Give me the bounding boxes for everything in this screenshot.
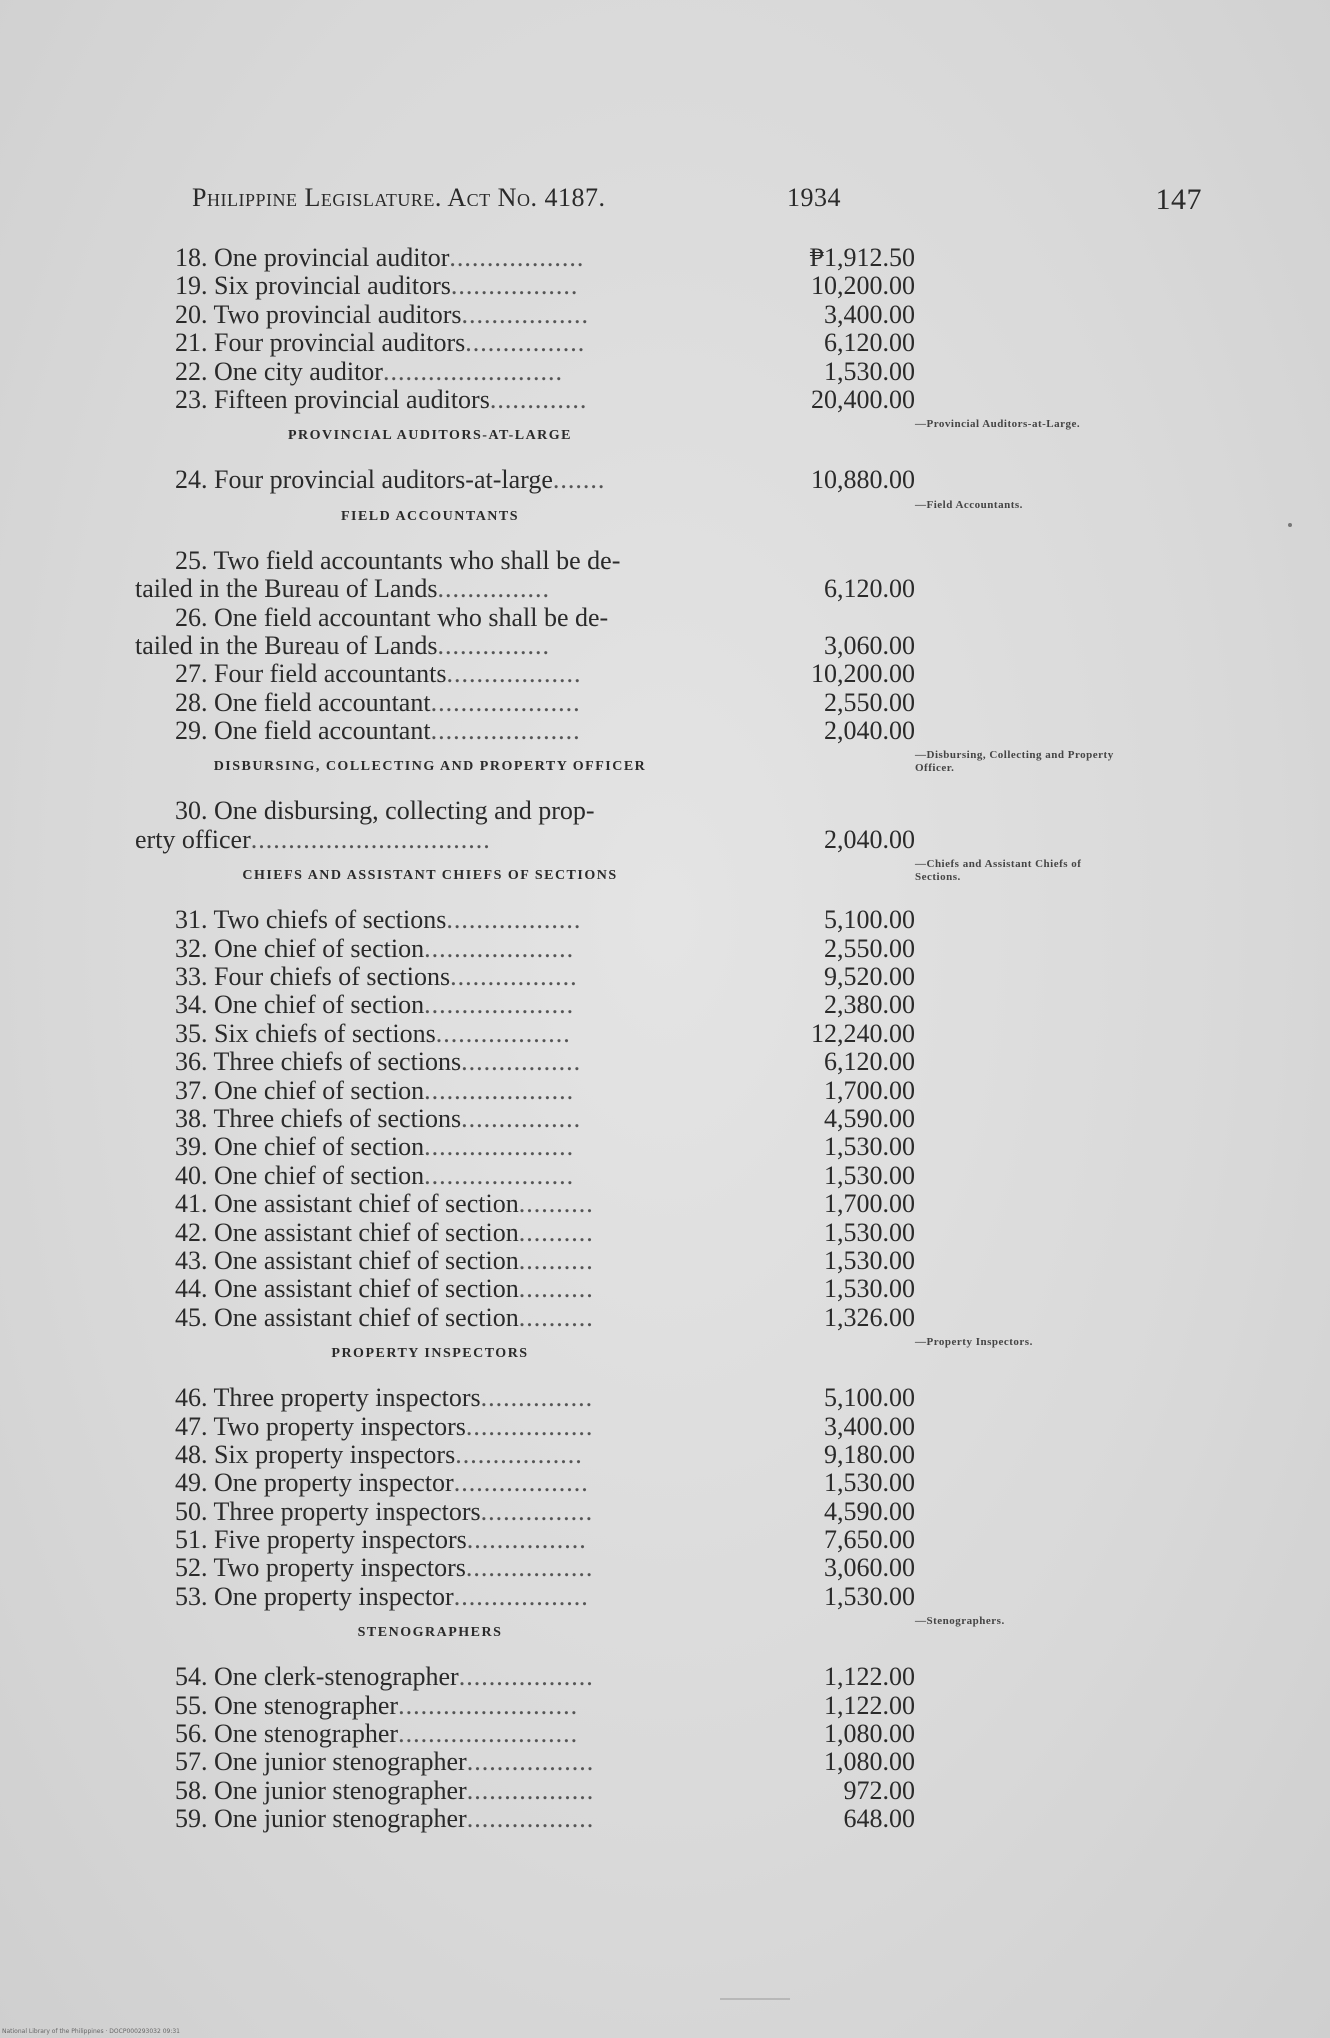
leader-dots: ................. (466, 1747, 595, 1777)
scan-speck (1288, 523, 1292, 527)
leader-dots: ....... (552, 465, 606, 495)
leader-dots: ................................ (250, 824, 491, 854)
item-amount: 6,120.00 (824, 574, 915, 604)
item-amount: 9,180.00 (824, 1439, 915, 1469)
line-item (135, 1162, 915, 1190)
item-label: 57. One junior stenographer................. (175, 1747, 595, 1777)
leader-dots: ................. (466, 1804, 595, 1834)
leader-dots: .................. (449, 243, 585, 272)
item-amount: 1,080.00 (824, 1719, 915, 1749)
section-heading: FIELD ACCOUNTANTS (340, 508, 520, 524)
leader-dots: ................. (455, 1439, 583, 1469)
leader-dots: ................. (461, 299, 590, 329)
line-item (135, 466, 915, 494)
line-item (135, 1105, 915, 1133)
item-amount: 1,122.00 (824, 1662, 915, 1692)
bottom-rule (720, 1998, 790, 2000)
item-label: 31. Two chiefs of sections.................. (175, 905, 582, 935)
header-year: 1934 (787, 183, 841, 212)
margin-note: —Disbursing, Collecting and Property Officer. (915, 749, 1114, 774)
item-label: 20. Two provincial auditors................. (175, 299, 590, 329)
line-item (135, 547, 915, 575)
item-label: 44. One assistant chief of section.......... (175, 1274, 594, 1304)
margin-note: —Stenographers. (915, 1615, 1005, 1627)
page-header (192, 183, 1202, 223)
line-item (135, 1275, 915, 1303)
leader-dots: ............... (437, 630, 551, 660)
leader-dots: .................... (424, 933, 575, 963)
item-amount: 6,120.00 (824, 328, 915, 358)
item-label: 26. One field accountant who shall be de- (175, 602, 609, 632)
line-item (135, 1469, 915, 1497)
item-label: 54. One clerk-stenographer.................. (175, 1662, 594, 1692)
line-item (135, 906, 915, 934)
leader-dots: .................. (446, 659, 582, 689)
line-item (135, 1441, 915, 1469)
item-amount: 972.00 (843, 1775, 915, 1805)
line-item (135, 1247, 915, 1275)
item-label: 53. One property inspector.................. (175, 1581, 589, 1611)
leader-dots: ................. (465, 1553, 594, 1583)
line-item (135, 660, 915, 688)
item-amount: 1,080.00 (824, 1747, 915, 1777)
line-item (135, 1692, 915, 1720)
margin-note: —Field Accountants. (915, 499, 1023, 511)
line-item (135, 301, 915, 329)
page-number: 147 (1155, 183, 1202, 216)
item-label: 23. Fifteen provincial auditors............. (175, 384, 588, 414)
item-label: 28. One field accountant.................... (175, 687, 581, 717)
item-amount: 2,550.00 (824, 687, 915, 717)
item-amount: 2,040.00 (824, 716, 915, 746)
leader-dots: ........................ (398, 1690, 579, 1720)
item-label: 59. One junior stenographer................. (175, 1804, 595, 1834)
item-amount: 1,122.00 (824, 1690, 915, 1720)
line-item (135, 1805, 915, 1833)
leader-dots: .................... (424, 1075, 575, 1105)
item-amount: 2,380.00 (824, 990, 915, 1020)
scan-footer: National Library of the Philippines · DOCP000293032 09:31 (2, 2028, 180, 2035)
line-item (135, 1133, 915, 1161)
item-amount: 1,700.00 (824, 1075, 915, 1105)
leader-dots: .................... (430, 716, 581, 746)
leader-dots: ................ (465, 328, 586, 358)
leader-dots: .......... (518, 1274, 594, 1304)
item-amount: 5,100.00 (824, 1383, 915, 1413)
item-amount: 4,590.00 (824, 1103, 915, 1133)
item-amount: 1,530.00 (824, 1132, 915, 1162)
item-label: 40. One chief of section.................... (175, 1160, 575, 1190)
item-label: 51. Five property inspectors................ (175, 1525, 587, 1555)
leader-dots: ............... (437, 574, 551, 604)
leader-dots: ................. (465, 1411, 594, 1441)
section-heading: PROPERTY INSPECTORS (331, 1346, 529, 1362)
leader-dots: .................. (453, 1581, 589, 1611)
line-item-continuation (135, 575, 915, 603)
leader-dots: ............... (480, 1496, 594, 1526)
leader-dots: .................... (430, 687, 581, 717)
item-label: 36. Three chiefs of sections................ (175, 1047, 582, 1077)
line-item (135, 1304, 915, 1332)
item-amount: 20,400.00 (811, 384, 915, 414)
item-label: 41. One assistant chief of section.......... (175, 1189, 594, 1219)
line-item (135, 1020, 915, 1048)
leader-dots: .......... (518, 1245, 594, 1275)
item-label: 39. One chief of section.................... (175, 1132, 575, 1162)
item-amount: 3,060.00 (824, 630, 915, 660)
leader-dots: .......... (518, 1189, 594, 1219)
margin-note: —Property Inspectors. (915, 1336, 1033, 1348)
item-label: 49. One property inspector.................. (175, 1468, 589, 1498)
section-heading: PROVINCIAL AUDITORS-AT-LARGE (287, 428, 573, 444)
item-label: 42. One assistant chief of section.......... (175, 1217, 594, 1247)
item-amount: 3,400.00 (824, 299, 915, 329)
line-item (135, 1554, 915, 1582)
leader-dots: .......... (518, 1217, 594, 1247)
item-label: 46. Three property inspectors............... (175, 1383, 594, 1413)
line-item (135, 717, 915, 745)
item-label: 58. One junior stenographer................. (175, 1775, 595, 1805)
item-label: erty officer................................ (135, 824, 491, 854)
item-label: 38. Three chiefs of sections................ (175, 1103, 582, 1133)
line-item-continuation (135, 826, 915, 854)
item-label: 34. One chief of section.................... (175, 990, 575, 1020)
line-item (135, 272, 915, 300)
item-label: 47. Two property inspectors................. (175, 1411, 594, 1441)
item-amount: ₱1,912.50 (809, 243, 915, 272)
item-amount: 4,590.00 (824, 1496, 915, 1526)
margin-note: —Provincial Auditors-at-Large. (915, 418, 1081, 430)
leader-dots: .................... (424, 1132, 575, 1162)
line-item (135, 963, 915, 991)
item-label: 50. Three property inspectors............... (175, 1496, 594, 1526)
item-label: 22. One city auditor........................ (175, 356, 563, 386)
item-amount: 9,520.00 (824, 962, 915, 992)
item-label: 45. One assistant chief of section.......... (175, 1302, 594, 1332)
item-label: 25. Two field accountants who shall be de- (175, 545, 621, 575)
appropriation-list (135, 243, 1114, 1834)
line-item (135, 1384, 915, 1412)
item-amount: 2,550.00 (824, 933, 915, 963)
item-label: 35. Six chiefs of sections.................. (175, 1018, 571, 1048)
line-item (135, 1077, 915, 1105)
item-label: 19. Six provincial auditors................. (175, 271, 579, 301)
line-item (135, 386, 915, 414)
item-label: 48. Six property inspectors................. (175, 1439, 583, 1469)
line-item (135, 1663, 915, 1691)
leader-dots: .................... (424, 1160, 575, 1190)
line-item (135, 935, 915, 963)
item-amount: 3,060.00 (824, 1553, 915, 1583)
line-item (135, 1498, 915, 1526)
item-label: 32. One chief of section.................... (175, 933, 575, 963)
running-title: Philippine Legislature. Act No. 4187. (192, 183, 606, 212)
item-amount: 1,530.00 (824, 1274, 915, 1304)
leader-dots: ................ (461, 1047, 582, 1077)
item-amount: 10,200.00 (811, 659, 915, 689)
item-label: 27. Four field accountants.................. (175, 659, 582, 689)
line-item (135, 1048, 915, 1076)
item-label: 21. Four provincial auditors................ (175, 328, 586, 358)
line-item (135, 991, 915, 1019)
leader-dots: .................... (424, 990, 575, 1020)
line-item (135, 797, 915, 825)
line-item (135, 1526, 915, 1554)
leader-dots: .................. (435, 1018, 571, 1048)
item-amount: 1,530.00 (824, 356, 915, 386)
leader-dots: .......... (518, 1302, 594, 1332)
item-amount: 1,326.00 (824, 1302, 915, 1332)
item-amount: 648.00 (843, 1804, 915, 1834)
item-amount: 1,530.00 (824, 1581, 915, 1611)
item-label: 56. One stenographer........................ (175, 1719, 579, 1749)
line-item (135, 1583, 915, 1611)
leader-dots: ................ (461, 1103, 582, 1133)
leader-dots: ............. (489, 384, 588, 414)
item-label: 29. One field accountant.................... (175, 716, 581, 746)
line-item (135, 1413, 915, 1441)
item-amount: 6,120.00 (824, 1047, 915, 1077)
line-item-continuation (135, 632, 915, 660)
item-amount: 1,530.00 (824, 1160, 915, 1190)
section-heading: DISBURSING, COLLECTING AND PROPERTY OFFICER (213, 759, 647, 775)
leader-dots: ................. (450, 271, 579, 301)
leader-dots: ............... (480, 1383, 594, 1413)
leader-dots: ................. (450, 962, 578, 992)
leader-dots: ................. (466, 1775, 595, 1805)
item-amount: 2,040.00 (824, 824, 915, 854)
item-label: 33. Four chiefs of sections................. (175, 962, 578, 992)
item-amount: 1,530.00 (824, 1468, 915, 1498)
line-item (135, 329, 915, 357)
line-item (135, 1190, 915, 1218)
item-amount: 7,650.00 (824, 1525, 915, 1555)
item-amount: 1,530.00 (824, 1245, 915, 1275)
item-amount: 3,400.00 (824, 1411, 915, 1441)
item-amount: 10,200.00 (811, 271, 915, 301)
item-amount: 10,880.00 (811, 465, 915, 495)
leader-dots: ........................ (398, 1719, 579, 1749)
item-label: 55. One stenographer........................ (175, 1690, 579, 1720)
item-amount: 12,240.00 (811, 1018, 915, 1048)
line-item (135, 689, 915, 717)
leader-dots: ........................ (382, 356, 563, 386)
line-item (135, 604, 915, 632)
item-label: 18. One provincial auditor.................. (175, 243, 585, 272)
leader-dots: ................ (466, 1525, 587, 1555)
item-label: 24. Four provincial auditors-at-large....... (175, 465, 606, 495)
leader-dots: .................. (453, 1468, 589, 1498)
line-item (135, 1777, 915, 1805)
item-label: 52. Two property inspectors................. (175, 1553, 594, 1583)
line-item (135, 244, 915, 272)
margin-note: —Chiefs and Assistant Chiefs of Sections. (915, 858, 1082, 883)
leader-dots: .................. (458, 1662, 594, 1692)
item-label: 30. One disbursing, collecting and prop- (175, 796, 595, 826)
item-amount: 1,530.00 (824, 1217, 915, 1247)
section-heading: CHIEFS AND ASSISTANT CHIEFS OF SECTIONS (242, 868, 618, 884)
item-amount: 5,100.00 (824, 905, 915, 935)
item-label: tailed in the Bureau of Lands............... (135, 630, 551, 660)
item-label: 37. One chief of section.................... (175, 1075, 575, 1105)
line-item (135, 1219, 915, 1247)
line-item (135, 358, 915, 386)
line-item (135, 1720, 915, 1748)
item-label: 43. One assistant chief of section.......... (175, 1245, 594, 1275)
item-amount: 1,700.00 (824, 1189, 915, 1219)
item-label: tailed in the Bureau of Lands............... (135, 574, 551, 604)
section-heading: STENOGRAPHERS (357, 1625, 503, 1641)
line-item (135, 1748, 915, 1776)
leader-dots: .................. (446, 905, 582, 935)
